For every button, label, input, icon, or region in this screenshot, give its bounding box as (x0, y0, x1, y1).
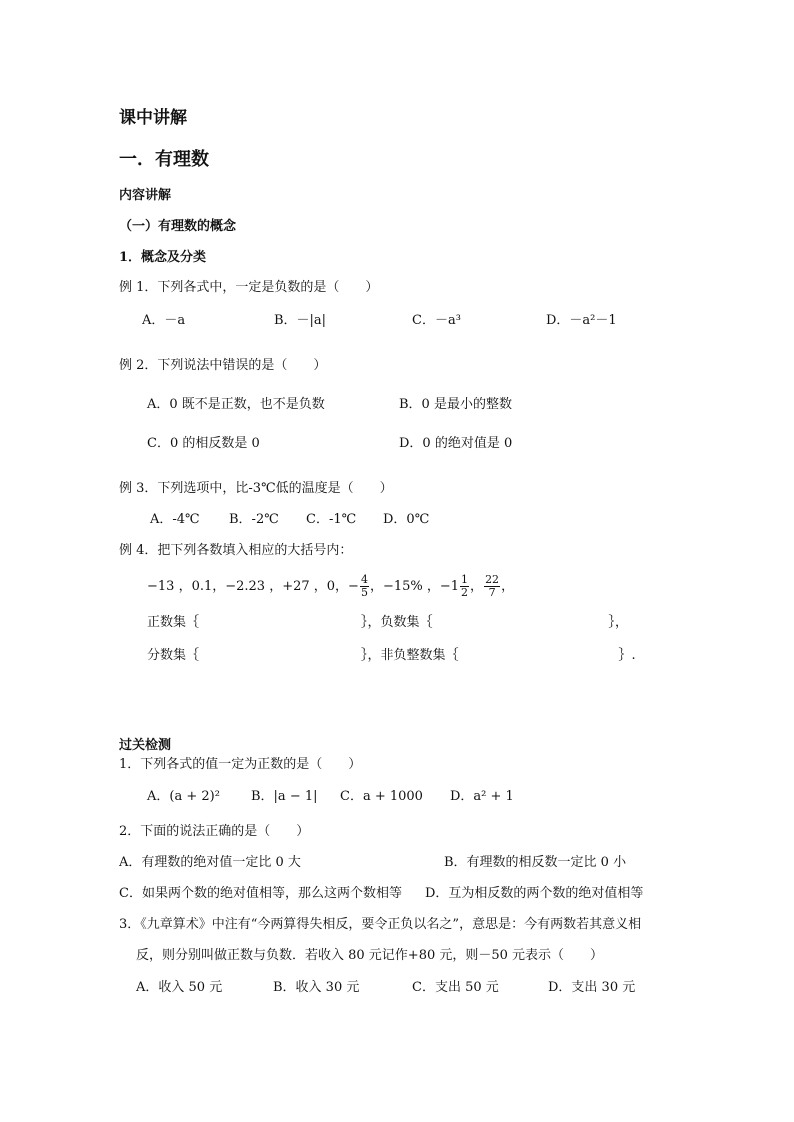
check-q1-option-c: C．a + 1000 (340, 789, 423, 804)
fraction-numerator: 4 (360, 573, 368, 587)
positive-set-label: 正数集｛ (147, 615, 200, 630)
check-q3-option-d: D．支出 30 元 (548, 980, 636, 995)
example-1-option-d: D．－a²－1 (546, 313, 617, 328)
check-q1-option-d: D．a² + 1 (450, 789, 514, 804)
check-q3-option-b: B．收入 30 元 (273, 980, 360, 995)
check-q3-line-1: 3．《九章算术》中注有“今两算得失相反，要令正负以名之”，意思是：今有两数若其意义相 (119, 917, 642, 932)
check-heading: 过关检测 (119, 738, 172, 753)
topic-title: 1．概念及分类 (119, 250, 207, 265)
example-3-option-b: B．-2℃ (229, 512, 279, 527)
number-list-mid: ，−15% ，−1 (369, 579, 460, 594)
negative-set-label: ｝，负数集｛ (361, 615, 433, 630)
check-q3-option-a: A．收入 50 元 (136, 980, 223, 995)
example-3-option-a: A．-4℃ (150, 512, 200, 527)
example-4-stem: 例 4．把下列各数填入相应的大括号内： (119, 543, 353, 558)
example-2-stem: 例 2．下列说法中错误的是（ ） (119, 358, 327, 373)
fraction-denominator: 5 (360, 586, 368, 599)
fraction-set-row (147, 648, 636, 664)
example-4-number-list (147, 570, 514, 604)
check-q2-option-d: D．互为相反数的两个数的绝对值相等 (425, 886, 644, 901)
check-q2-option-a: A．有理数的绝对值一定比 0 大 (119, 855, 301, 870)
subsection-title: （一）有理数的概念 (119, 219, 237, 234)
check-q2-stem: 2．下面的说法正确的是（ ） (119, 824, 310, 839)
example-3-option-d: D．0℃ (383, 512, 430, 527)
example-1-stem: 例 1．下列各式中，一定是负数的是（ ） (119, 280, 379, 295)
example-2-option-d: D．0 的绝对值是 0 (399, 436, 513, 451)
example-3-option-c: C．-1℃ (306, 512, 357, 527)
number-list-separator: ， (470, 579, 484, 594)
content-heading: 内容讲解 (119, 188, 172, 203)
example-1-option-c: C．－a³ (412, 313, 461, 328)
fraction-numerator: 22 (485, 573, 500, 587)
check-q2-option-b: B．有理数的相反数一定比 0 小 (444, 855, 627, 870)
negative-set-end: ｝， (608, 615, 629, 630)
nonneg-integer-set-end: ｝. (618, 648, 636, 663)
positive-set-row (147, 615, 628, 631)
fraction-denominator: 7 (488, 586, 496, 599)
check-q1-option-b: B．|a − 1| (251, 789, 318, 804)
example-2-option-c: C．0 的相反数是 0 (147, 436, 260, 451)
check-q1-stem: 1．下列各式的值一定为正数的是（ ） (119, 757, 362, 772)
example-2-option-b: B．0 是最小的整数 (399, 397, 512, 412)
check-q3-line-2: 反，则分别叫做正数与负数．若收入 80 元记作+80 元，则－50 元表示（ ） (136, 948, 604, 963)
fraction-denominator: 2 (461, 586, 469, 599)
check-q3-option-c: C．支出 50 元 (412, 980, 499, 995)
example-1-option-a: A．－a (142, 313, 186, 328)
fraction-four-fifths (360, 574, 369, 598)
lesson-title: 课中讲解 (119, 108, 187, 128)
number-list-end: ， (501, 579, 515, 594)
section-title: 一．有理数 (119, 149, 209, 170)
fraction-numerator: 1 (461, 573, 469, 587)
example-2-option-a: A．0 既不是正数，也不是负数 (147, 397, 325, 412)
example-3-stem: 例 3．下列选项中，比-3℃低的温度是（ ） (119, 481, 393, 496)
check-q1-option-a: A．(a + 2)² (147, 789, 220, 804)
fraction-set-label: 分数集｛ (147, 648, 200, 663)
check-q2-option-c: C．如果两个数的绝对值相等，那么这两个数相等 (119, 886, 402, 901)
example-1-option-b: B．－|a| (274, 313, 327, 328)
nonneg-integer-set-label: ｝，非负整数集｛ (361, 648, 459, 663)
fraction-twenty-two-sevenths (484, 574, 500, 598)
number-list-prefix: −13 ，0.1，−2.23 ，+27 ，0，− (147, 579, 359, 594)
fraction-one-half (460, 574, 469, 598)
